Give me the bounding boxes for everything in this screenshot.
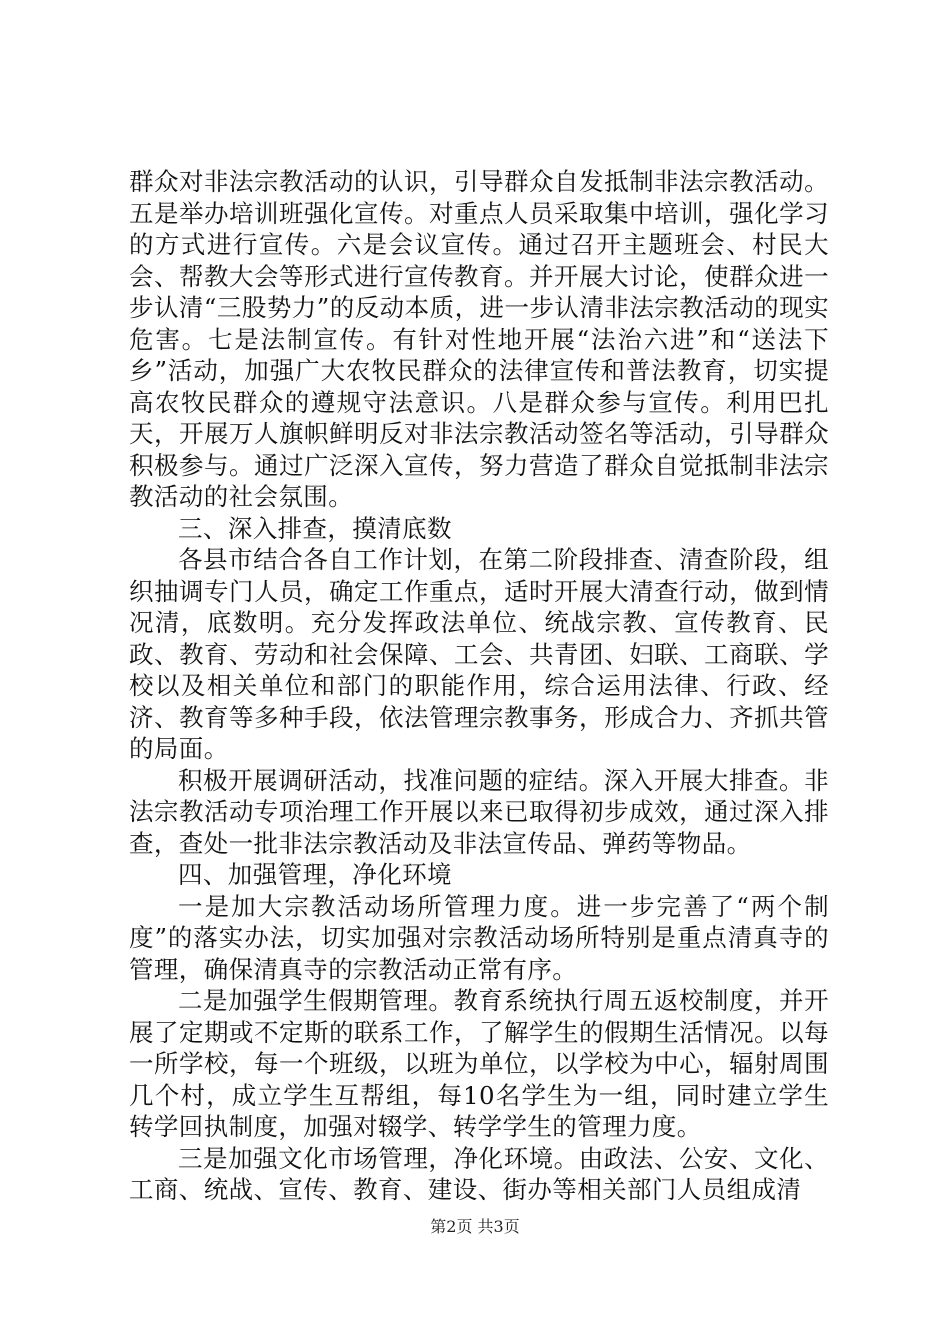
paragraph-continuation: 群众对非法宗教活动的认识，引导群众自发抵制非法宗教活动。五是举办培训班强化宣传。对重点人员采取集中培训，强化学习的方式进行宣传。六是会议宣传。通过召开主题班会、村民大会、帮教大会等形式进行宣传教育。并开展大讨论，使群众进一步认清“三股势力”的反动本质，进一步认清非法宗教活动的现实危害。七是法制宣传。有针对性地开展“法治六进”和“送法下乡”活动，加强广大农牧民群众的法律宣传和普法教育，切实提高农牧民群众的遵规守法意识。八是群众参与宣传。利用巴扎天，开展万人旗帜鲜明反对非法宗教活动签名等活动，引导群众积极参与。通过广泛深入宣传，努力营造了群众自觉抵制非法宗教活动的社会氛围。 bbox=[129, 167, 829, 511]
page-number-footer: 第2页 共3页 bbox=[430, 1217, 520, 1236]
paragraph: 一是加大宗教活动场所管理力度。进一步完善了“两个制度”的落实办法，切实加强对宗教活动场所特别是重点清真寺的管理，确保清真寺的宗教活动正常有序。 bbox=[129, 891, 829, 984]
paragraph: 积极开展调研活动，找准问题的症结。深入开展大排查。非法宗教活动专项治理工作开展以来已取得初步成效，通过深入排查，查处一批非法宗教活动及非法宣传品、弹药等物品。 bbox=[129, 765, 829, 858]
paragraph: 二是加强学生假期管理。教育系统执行周五返校制度，并开展了定期或不定斯的联系工作，了解学生的假期生活情况。以每一所学校，每一个班级，以班为单位，以学校为中心，辐射周围几个村，成立学生互帮组，每10名学生为一组，同时建立学生转学回执制度，加强对辍学、转学学生的管理力度。 bbox=[129, 986, 829, 1141]
document-body bbox=[129, 166, 829, 1206]
paragraph: 各县市结合各自工作计划，在第二阶段排查、清查阶段，组织抽调专门人员，确定工作重点，适时开展大清查行动，做到情况清，底数明。充分发挥政法单位、统战宗教、宣传教育、民政、教育、劳动和社会保障、工会、共青团、妇联、工商联、学校以及相关单位和部门的职能作用，综合运用法律、行政、经济、教育等多种手段，依法管理宗教事务，形成合力、齐抓共管的局面。 bbox=[129, 545, 829, 763]
section-heading-4: 四、加强管理，净化环境 bbox=[178, 860, 452, 889]
section-heading-3: 三、深入排查，摸清底数 bbox=[178, 513, 452, 543]
paragraph: 三是加强文化市场管理，净化环境。由政法、公安、文化、工商、统战、宣传、教育、建设、街办等相关部门人员组成清 bbox=[129, 1143, 829, 1204]
